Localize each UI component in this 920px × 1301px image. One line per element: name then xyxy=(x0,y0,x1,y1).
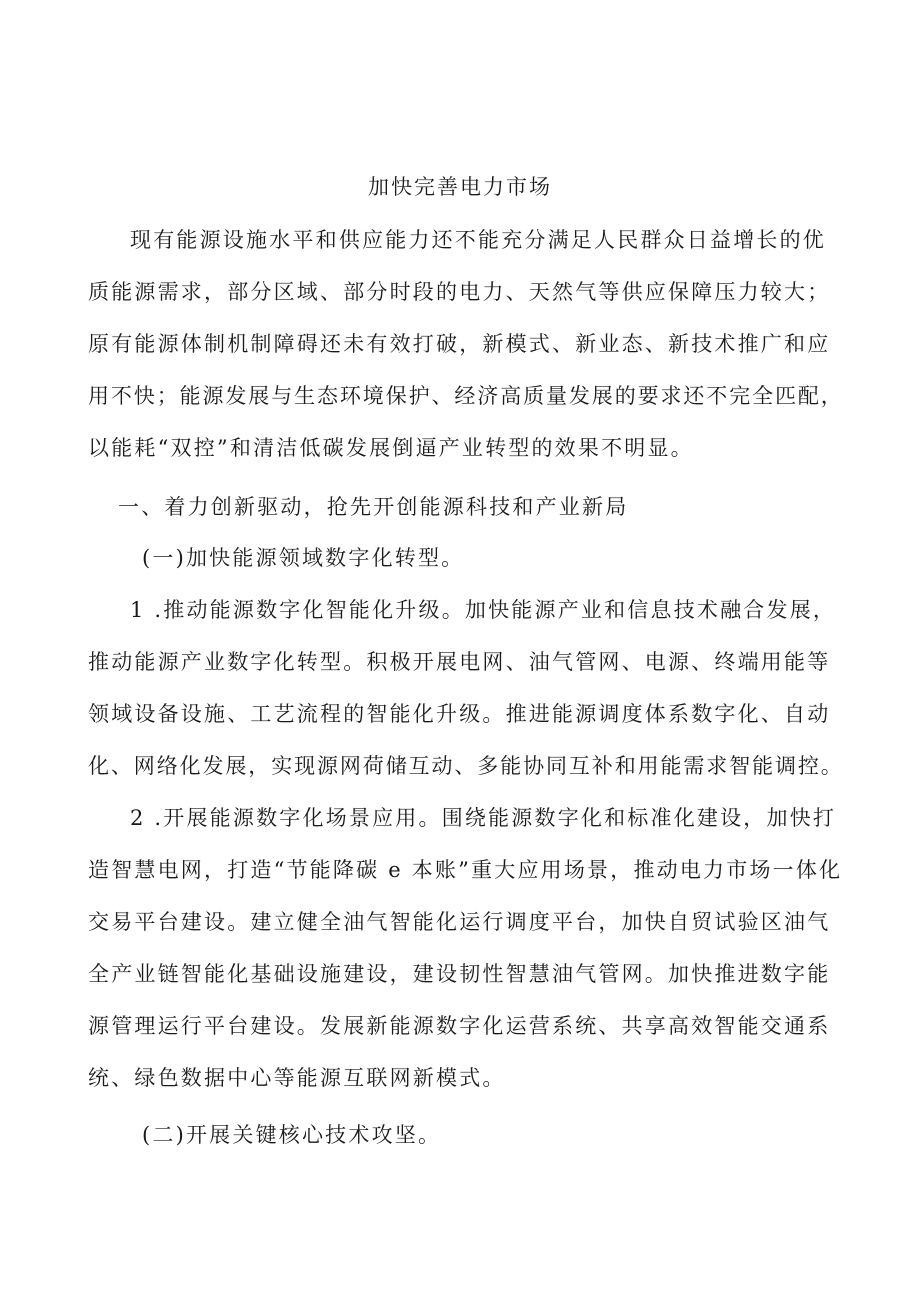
item-2-line-2: 造智慧电网，打造“节能降碳 e 本账”重大应用场景，推动电力市场一体化 xyxy=(88,858,843,882)
intro-paragraph xyxy=(88,214,848,474)
item-1-paragraph xyxy=(88,584,848,792)
item-1-line-4: 化、网络化发展，实现源网荷储互动、多能协同互补和用能需求智能调控。 xyxy=(88,754,844,778)
section-heading-1: 一、着力创新驱动，抢先开创能源科技和产业新局 xyxy=(118,495,629,519)
item-2-paragraph xyxy=(88,792,848,1104)
intro-line-2: 质能源需求，部分区域、部分时段的电力、天然气等供应保障压力较大； xyxy=(88,280,831,304)
item-2-line-6: 统、绿色数据中心等能源互联网新模式。 xyxy=(88,1066,506,1090)
item-1-line-3: 领域设备设施、工艺流程的智能化升级。推进能源调度体系数字化、自动 xyxy=(88,702,831,726)
intro-line-5: 以能耗“双控”和清洁低碳发展倒逼产业转型的效果不明显。 xyxy=(88,436,694,460)
item-1-line-1: 1 .推动能源数字化智能化升级。加快能源产业和信息技术融合发展， xyxy=(130,598,837,622)
item-1-line-2: 推动能源产业数字化转型。积极开展电网、油气管网、电源、终端用能等 xyxy=(88,650,831,674)
subsection-heading-1: (一)加快能源领域数字化转型。 xyxy=(142,546,465,570)
item-2-line-4: 全产业链智能化基础设施建设，建设韧性智慧油气管网。加快推进数字能 xyxy=(88,962,831,986)
subsection-heading-2: (二)开展关键核心技术攻坚。 xyxy=(142,1123,442,1147)
item-2-line-3: 交易平台建设。建立健全油气智能化运行调度平台，加快自贸试验区油气 xyxy=(88,910,831,934)
item-2-line-5: 源管理运行平台建设。发展新能源数字化运营系统、共享高效智能交通系 xyxy=(88,1014,831,1038)
item-2-line-1: 2 .开展能源数字化场景应用。围绕能源数字化和标准化建设，加快打 xyxy=(130,806,837,830)
intro-line-4: 用不快；能源发展与生态环境保护、经济高质量发展的要求还不完全匹配， xyxy=(88,384,844,408)
document-title: 加快完善电力市场 xyxy=(368,175,552,199)
intro-line-1: 现有能源设施水平和供应能力还不能充分满足人民群众日益增长的优 xyxy=(130,228,826,252)
intro-line-3: 原有能源体制机制障碍还未有效打破，新模式、新业态、新技术推广和应 xyxy=(88,332,831,356)
